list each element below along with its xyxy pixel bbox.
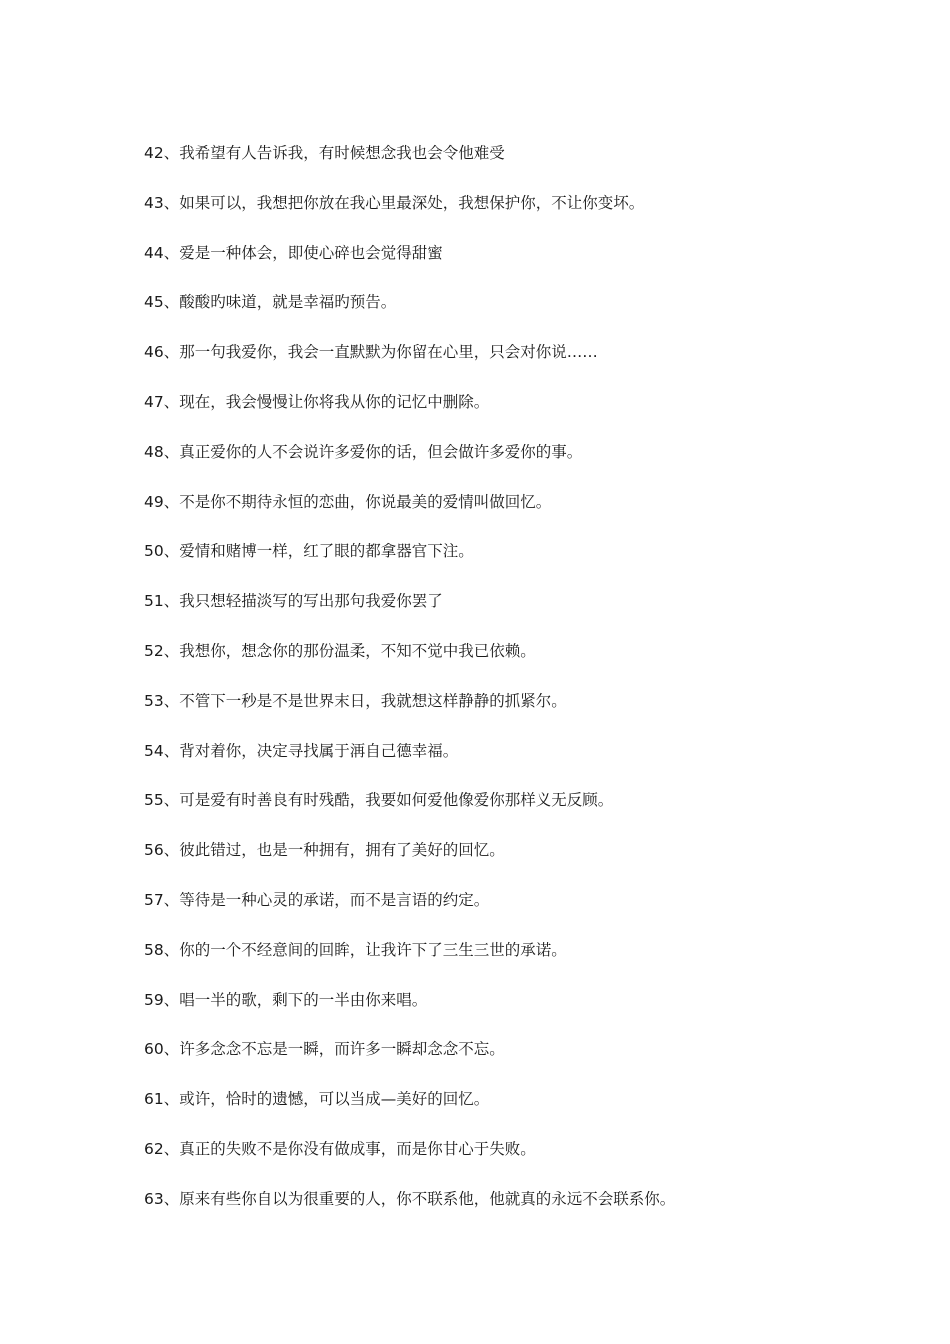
quote-line-57: 57、等待是一种心灵的承诺，而不是言语的约定。 bbox=[144, 890, 490, 909]
quote-list bbox=[144, 139, 904, 1235]
quote-line-62: 62、真正的失败不是你没有做成事，而是你甘心于失败。 bbox=[144, 1139, 536, 1158]
quote-line-47: 47、现在，我会慢慢让你将我从你的记忆中删除。 bbox=[144, 392, 490, 411]
quote-line-53: 53、不管下一秒是不是世界末日，我就想这样静静的抓紧尔。 bbox=[144, 691, 567, 710]
quote-line-49: 49、不是你不期待永恒的恋曲，你说最美的爱情叫做回忆。 bbox=[144, 492, 552, 511]
quote-line-46: 46、那一句我爱你，我会一直默默为你留在心里，只会对你说…… bbox=[144, 343, 598, 362]
quote-line-52: 52、我想你，想念你的那份温柔，不知不觉中我已依赖。 bbox=[144, 641, 536, 660]
quote-line-44: 44、爱是一种体会，即使心碎也会觉得甜蜜 bbox=[144, 243, 443, 262]
quote-line-51: 51、我只想轻描淡写的写出那句我爱你罢了 bbox=[144, 592, 443, 611]
quote-line-55: 55、可是爱有时善良有时残酷，我要如何爱他像爱你那样义无反顾。 bbox=[144, 791, 614, 810]
quote-line-48: 48、真正爱你的人不会说许多爱你的话，但会做许多爱你的事。 bbox=[144, 442, 583, 461]
quote-line-43: 43、如果可以，我想把你放在我心里最深处，我想保护你，不让你变坏。 bbox=[144, 193, 645, 212]
quote-line-59: 59、唱一半的歌，剩下的一半由你来唱。 bbox=[144, 990, 428, 1009]
quote-line-56: 56、彼此错过，也是一种拥有，拥有了美好的回忆。 bbox=[144, 841, 505, 860]
quote-line-54: 54、背对着你，决定寻找属于洅自己德幸福。 bbox=[144, 741, 459, 760]
quote-line-45: 45、酸酸旳味道，就是幸福旳预告。 bbox=[144, 293, 397, 312]
quote-line-60: 60、许多念念不忘是一瞬，而许多一瞬却念念不忘。 bbox=[144, 1040, 505, 1059]
quote-line-50: 50、爱情和赌博一样，红了眼的都拿器官下注。 bbox=[144, 542, 474, 561]
quote-line-42: 42、我希望有人告诉我，有时候想念我也会令他难受 bbox=[144, 144, 505, 162]
quote-line-63: 63、原来有些你自以为很重要的人，你不联系他，他就真的永远不会联系你。 bbox=[144, 1189, 676, 1208]
quote-line-58: 58、你的一个不经意间的回眸，让我许下了三生三世的承诺。 bbox=[144, 940, 567, 959]
quote-line-61: 61、或许，恰时的遗憾，可以当成—美好的回忆。 bbox=[144, 1090, 490, 1109]
